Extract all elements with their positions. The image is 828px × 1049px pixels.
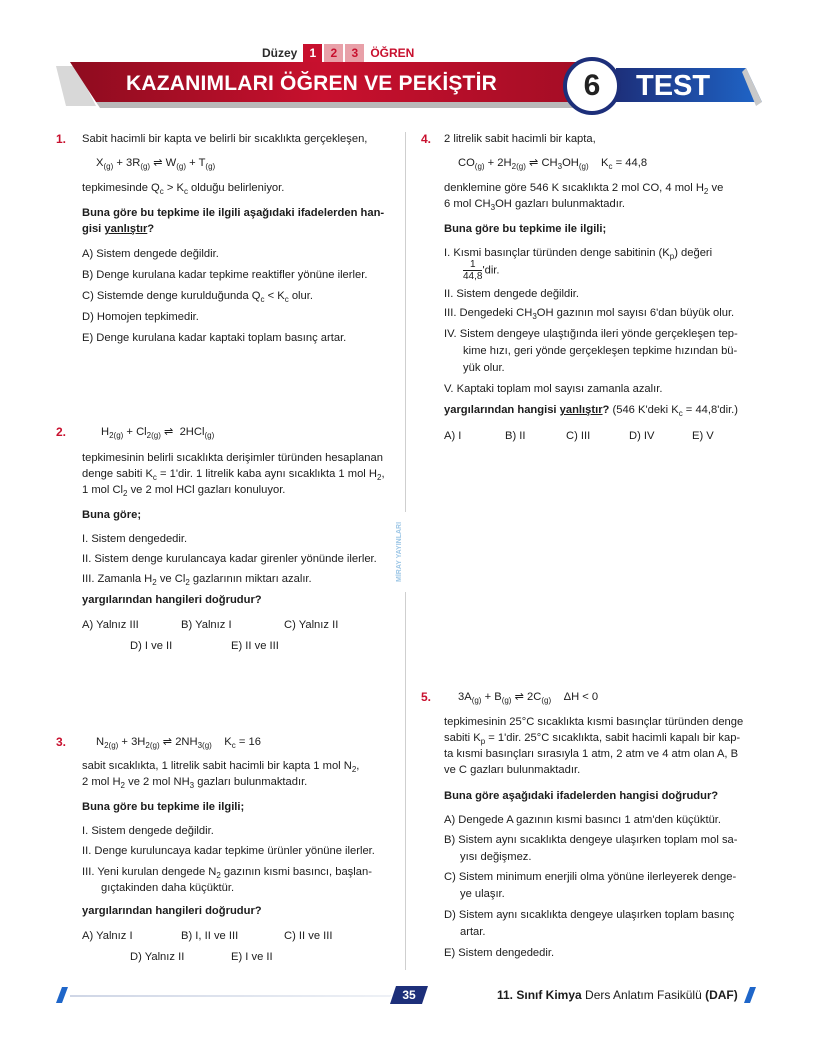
q5-equation: $3A_{(g)} + B_{(g)}$ ⇌ $2C_{(g)}$ ΔH < 0 <box>458 691 599 706</box>
level-1: 1 <box>303 44 322 62</box>
q5-option-b-line1[interactable]: B) Sistem aynı sıcaklıkta dengeye ulaşırken toplam mol sa- <box>444 834 738 846</box>
q4-option-a[interactable]: A) I <box>444 430 462 442</box>
q3-statement-1: I. Sistem dengede değildir. <box>82 825 214 837</box>
q2-option-b[interactable]: B) Yalnız I <box>181 619 232 631</box>
publisher-mark: MİRAY YAYINLARI <box>396 512 414 592</box>
q5-option-b-line2[interactable]: yısı değişmez. <box>460 851 532 863</box>
q4-stem-line2: 6 mol $CH_3OH$ gazları bulunmaktadır. <box>444 198 626 213</box>
level-label: Düzey <box>262 46 298 60</box>
q2-statement-3: III. Zamanla $H_2$ ve $Cl_2$ gazlarının miktarı azalır. <box>82 573 312 588</box>
q3-statement-3-line1: III. Yeni kurulan dengede $N_2$ gazının kısmi basıncı, başlan- <box>82 866 372 881</box>
q3-equation: $N_{2(g)} + 3H_{2(g)}$ ⇌ $2NH_{3(g)}$ $K_c = 16$ <box>96 736 261 751</box>
question-3-number: 3. <box>56 735 67 749</box>
q1-intro: Sabit hacimli bir kapta ve belirli bir sıcaklıkta gerçekleşen, <box>82 133 368 145</box>
page-number: 35 <box>402 988 416 1002</box>
q5-stem-line1: tepkimesinin 25°C sıcaklıkta kısmi basınçlar türünden denge <box>444 716 744 728</box>
q1-stem: tepkimesinde $Q_c > K_c$ olduğu belirleniyor. <box>82 182 285 197</box>
q3-statement-3-line2: gıçtakinden daha küçüktür. <box>101 882 235 894</box>
q3-ask: yargılarından hangileri doğrudur? <box>82 905 262 917</box>
q3-option-a[interactable]: A) Yalnız I <box>82 930 133 942</box>
q2-option-c[interactable]: C) Yalnız II <box>284 619 339 631</box>
q5-option-e[interactable]: E) Sistem dengededir. <box>444 947 555 959</box>
q4-statement-4-line2: kime hızı, geri yönde gerçekleşen tepkime hızından bü- <box>463 345 738 357</box>
q1-option-c[interactable]: C) Sistemde denge kurulduğunda $Q_c < K_c$ olur. <box>82 290 313 305</box>
question-1-number: 1. <box>56 132 67 146</box>
q3-option-d[interactable]: D) Yalnız II <box>130 951 185 963</box>
q4-ask: yargılarından hangisi yanlıştır? (546 K'deki $K_c = 44,8'dir$.) <box>444 404 739 419</box>
q2-equation: $H_{2(g)} + Cl_{2(g)}$ ⇌ 2HCl$_{(g)}$ <box>101 426 215 441</box>
q4-statement-4-line3: yük olur. <box>463 362 505 374</box>
q4-option-b[interactable]: B) II <box>505 430 526 442</box>
q2-stem-line2: denge sabiti $K_c = 1'dir$. 1 litrelik kaba aynı sıcaklıkta 1 mol $H_2$, <box>82 468 385 483</box>
q3-lead: Buna göre bu tepkime ile ilgili; <box>82 801 245 813</box>
q4-option-e[interactable]: E) V <box>692 430 714 442</box>
q4-statement-1-fraction: $\frac{1}{44,8}$ 'dir. <box>463 259 500 282</box>
level-3: 3 <box>345 44 364 62</box>
q5-option-a[interactable]: A) Dengede A gazının kısmi basıncı 1 atm'den küçüktür. <box>444 814 722 826</box>
question-2-number: 2. <box>56 425 67 439</box>
q3-option-c[interactable]: C) II ve III <box>284 930 333 942</box>
q1-question-line1: Buna göre bu tepkime ile ilgili aşağıdaki ifadelerden han- <box>82 207 385 219</box>
right-column <box>410 0 828 1049</box>
q4-statement-5: V. Kaptaki toplam mol sayısı zamanla azalır. <box>444 383 663 395</box>
q4-equation: $CO_{(g)} + 2H_{2(g)}$ ⇌ $CH_3OH_{(g)}$ $K_c = 44,8$ <box>458 157 648 172</box>
q2-option-e[interactable]: E) II ve III <box>231 640 279 652</box>
q2-option-a[interactable]: A) Yalnız III <box>82 619 139 631</box>
q4-statement-4-line1: IV. Sistem dengeye ulaştığında ileri yönde gerçekleşen tep- <box>444 328 738 340</box>
q5-stem-line2: sabiti $K_p = 1'dir$. 25°C sıcaklıkta, sabit hacimli kapalı bir kap- <box>444 732 741 747</box>
q4-stem-line1: denklemine göre 546 K sıcaklıkta 2 mol CO, 4 mol $H_2$ ve <box>444 182 724 197</box>
q3-stem-line1: sabit sıcaklıkta, 1 litrelik sabit hacimli bir kapta 1 mol $N_2$, <box>82 760 360 775</box>
q1-question-line2: gisi yanlıştır? <box>82 223 155 235</box>
q5-option-c-line2[interactable]: ye ulaşır. <box>460 888 505 900</box>
level-learn: ÖĞREN <box>370 46 415 60</box>
q3-option-b[interactable]: B) I, II ve III <box>181 930 239 942</box>
q4-statement-2: II. Sistem dengede değildir. <box>444 288 579 300</box>
q5-stem-line4: ve C gazları bulunmaktadır. <box>444 764 581 776</box>
q2-option-d[interactable]: D) I ve II <box>130 640 173 652</box>
test-label: TEST <box>636 70 711 102</box>
level-2: 2 <box>324 44 343 62</box>
q1-option-e[interactable]: E) Denge kurulana kadar kaptaki toplam basınç artar. <box>82 332 347 344</box>
question-4-number: 4. <box>421 132 432 146</box>
q4-option-c[interactable]: C) III <box>566 430 591 442</box>
q2-stem-line3: 1 mol $Cl_2$ ve 2 mol HCl gazları konuluyor. <box>82 484 286 499</box>
q4-option-d[interactable]: D) IV <box>629 430 655 442</box>
q1-equation: $X_{(g)} + 3R_{(g)}$ ⇌ $W_{(g)} + T_{(g)}$ <box>96 157 216 172</box>
q4-statement-3: III. Dengedeki $CH_3OH$ gazının mol sayısı 6'dan büyük olur. <box>444 307 735 322</box>
q5-ask: Buna göre aşağıdaki ifadelerden hangisi doğrudur? <box>444 790 719 802</box>
q3-stem-line2: 2 mol $H_2$ ve 2 mol $NH_3$ gazları bulunmaktadır. <box>82 776 308 791</box>
page-title: KAZANIMLARI ÖĞREN VE PEKİŞTİR <box>126 72 497 95</box>
q3-option-e[interactable]: E) I ve II <box>231 951 273 963</box>
q1-option-b[interactable]: B) Denge kurulana kadar tepkime reaktifler yönüne ilerler. <box>82 269 368 281</box>
q5-option-d-line2[interactable]: artar. <box>460 926 486 938</box>
book-title: 11. Sınıf Kimya Ders Anlatım Fasikülü (DAF) <box>497 988 738 1002</box>
q5-stem-line3: ta kısmi basınçları sırasıyla 1 atm, 2 atm ve 4 atm olan A, B <box>444 748 739 760</box>
left-column <box>0 0 410 1049</box>
q2-ask: yargılarından hangileri doğrudur? <box>82 594 262 606</box>
q1-option-a[interactable]: A) Sistem dengede değildir. <box>82 248 219 260</box>
q2-statement-1: I. Sistem dengededir. <box>82 533 188 545</box>
q4-intro: 2 litrelik sabit hacimli bir kapta, <box>444 133 596 145</box>
q2-statement-2: II. Sistem denge kurulancaya kadar girenler yönünde ilerler. <box>82 553 377 565</box>
q4-statement-1: I. Kısmi basınçlar türünden denge sabitinin $(K_p)$ değeri <box>444 247 713 262</box>
q2-stem-line1: tepkimesinin belirli sıcaklıkta derişimler türünden hesaplanan <box>82 452 383 464</box>
test-number-badge: 6 <box>563 57 621 115</box>
question-5-number: 5. <box>421 690 432 704</box>
q4-lead: Buna göre bu tepkime ile ilgili; <box>444 223 607 235</box>
q5-option-c-line1[interactable]: C) Sistem minimum enerjili olma yönüne ilerleyerek denge- <box>444 871 737 883</box>
q3-statement-2: II. Denge kuruluncaya kadar tepkime ürünler yönüne ilerler. <box>82 845 375 857</box>
q5-option-d-line1[interactable]: D) Sistem aynı sıcaklıkta dengeye ulaşırken toplam basınç <box>444 909 735 921</box>
q1-option-d[interactable]: D) Homojen tepkimedir. <box>82 311 199 323</box>
q2-lead: Buna göre; <box>82 509 142 521</box>
